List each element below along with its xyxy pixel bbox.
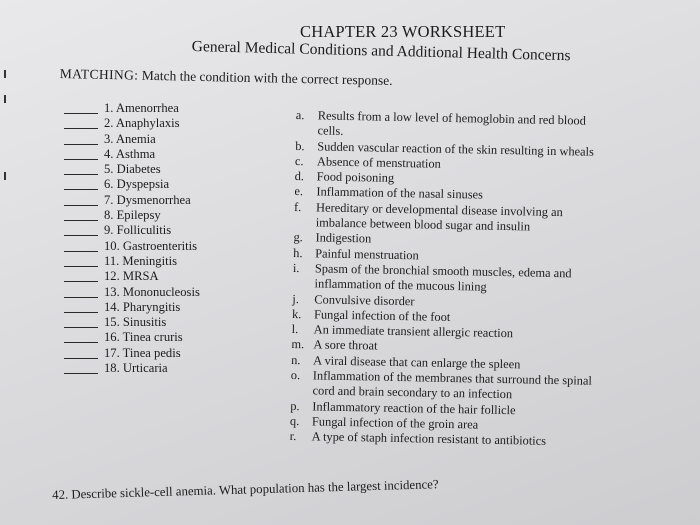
condition-label: 16. Tinea cruris bbox=[104, 330, 183, 345]
response-letter: q. bbox=[289, 413, 300, 429]
answer-blank[interactable] bbox=[64, 281, 98, 282]
question-number: 42. bbox=[52, 487, 69, 502]
answer-blank[interactable] bbox=[64, 220, 98, 221]
condition-label: 14. Pharyngitis bbox=[104, 299, 181, 314]
response-text: Inflammatory reaction of the hair follicle bbox=[312, 399, 516, 417]
response-letter: f. bbox=[293, 199, 302, 214]
response-text: Absence of menstruation bbox=[316, 154, 441, 171]
answer-blank[interactable] bbox=[64, 251, 98, 252]
response-text: Fungal infection of the groin area bbox=[311, 414, 479, 432]
answer-blank[interactable] bbox=[64, 312, 98, 313]
response-text: Hereditary or developmental disease involving an imbalance between blood sugar and insulin bbox=[315, 200, 563, 234]
response-text: Inflammation of the membranes that surround the spinal cord and brain secondary to an infection bbox=[312, 368, 593, 402]
response-text: Fungal infection of the foot bbox=[313, 307, 451, 324]
response-letter: a. bbox=[295, 108, 305, 123]
answer-blank[interactable] bbox=[64, 297, 98, 298]
responses-list bbox=[289, 108, 595, 450]
response-letter: p. bbox=[290, 398, 300, 413]
section-label: MATCHING: bbox=[59, 66, 139, 83]
answer-blank[interactable] bbox=[64, 327, 98, 328]
condition-label: 9. Folliculitis bbox=[104, 223, 172, 238]
condition-label: 8. Epilepsy bbox=[104, 208, 161, 223]
response-letter: e. bbox=[294, 184, 304, 199]
response-letter: j. bbox=[292, 291, 300, 306]
response-text: Painful menstruation bbox=[315, 246, 419, 263]
condition-label: 4. Asthma bbox=[104, 146, 156, 161]
answer-blank[interactable] bbox=[64, 144, 98, 145]
response-text: An immediate transient allergic reaction bbox=[313, 322, 514, 341]
answer-blank[interactable] bbox=[64, 205, 98, 206]
condition-label: 11. Meningitis bbox=[104, 253, 177, 268]
condition-label: 13. Mononucleosis bbox=[104, 284, 200, 299]
response-letter: r. bbox=[289, 429, 297, 444]
instruction-text: Match the condition with the correct response. bbox=[141, 67, 393, 88]
answer-blank[interactable] bbox=[64, 128, 98, 129]
condition-label: 3. Anemia bbox=[104, 131, 156, 146]
response-text: A sore throat bbox=[313, 337, 378, 354]
response-letter: c. bbox=[294, 153, 304, 169]
response-letter: d. bbox=[294, 169, 305, 184]
condition-label: 2. Anaphylaxis bbox=[104, 116, 180, 131]
response-letter: n. bbox=[291, 352, 301, 367]
worksheet-title: CHAPTER 23 WORKSHEET bbox=[300, 22, 506, 41]
response-letter: m. bbox=[291, 337, 305, 352]
answer-blank[interactable] bbox=[64, 342, 98, 343]
response-text: Indigestion bbox=[315, 230, 372, 246]
page-edge-mark bbox=[4, 70, 6, 78]
response-letter: b. bbox=[295, 138, 305, 153]
worksheet-subtitle: General Medical Conditions and Additional Health Concerns bbox=[191, 38, 571, 65]
page-edge-mark bbox=[4, 172, 6, 180]
response-letter: o. bbox=[290, 367, 301, 383]
condition-label: 18. Urticaria bbox=[104, 361, 168, 376]
answer-blank[interactable] bbox=[64, 159, 98, 160]
response-letter: g. bbox=[293, 230, 303, 245]
response-text: Results from a low level of hemoglobin and red blood cells. bbox=[317, 108, 587, 139]
response-letter: k. bbox=[291, 306, 302, 321]
response-text: Food poisoning bbox=[316, 169, 395, 186]
question-text: Describe sickle-cell anemia. What population has the largest incidence? bbox=[71, 477, 439, 502]
answer-blank[interactable] bbox=[64, 235, 98, 236]
answer-blank[interactable] bbox=[64, 266, 98, 267]
response-text: A viral disease that can enlarge the spleen bbox=[313, 353, 521, 372]
condition-label: 17. Tinea pedis bbox=[104, 345, 181, 360]
condition-label: 5. Diabetes bbox=[104, 162, 161, 177]
answer-blank[interactable] bbox=[64, 174, 98, 175]
response-text: Inflammation of the nasal sinuses bbox=[316, 184, 484, 203]
answer-blank[interactable] bbox=[64, 189, 98, 190]
response-text: Sudden vascular reaction of the skin resulting in wheals bbox=[317, 139, 595, 159]
response-text: A type of staph infection resistant to antibiotics bbox=[311, 429, 547, 449]
answer-blank[interactable] bbox=[64, 373, 98, 374]
essay-question bbox=[52, 477, 439, 503]
matching-instructions bbox=[60, 66, 393, 89]
response-text: Spasm of the bronchial smooth muscles, edema and inflammation of the mucous lining bbox=[314, 261, 572, 294]
condition-label: 15. Sinusitis bbox=[104, 315, 167, 330]
condition-label: 1. Amenorrhea bbox=[104, 101, 179, 115]
condition-label: 7. Dysmenorrhea bbox=[104, 192, 191, 207]
response-letter: i. bbox=[292, 260, 300, 276]
condition-label: 10. Gastroenteritis bbox=[104, 238, 198, 253]
response-text: Convulsive disorder bbox=[314, 291, 415, 308]
answer-blank[interactable] bbox=[64, 113, 98, 114]
page-edge-mark bbox=[4, 95, 6, 103]
condition-label: 12. MRSA bbox=[104, 269, 159, 284]
answer-blank[interactable] bbox=[64, 358, 98, 359]
response-letter: l. bbox=[291, 322, 299, 337]
response-letter: h. bbox=[293, 245, 303, 260]
condition-label: 6. Dyspepsia bbox=[104, 177, 170, 192]
